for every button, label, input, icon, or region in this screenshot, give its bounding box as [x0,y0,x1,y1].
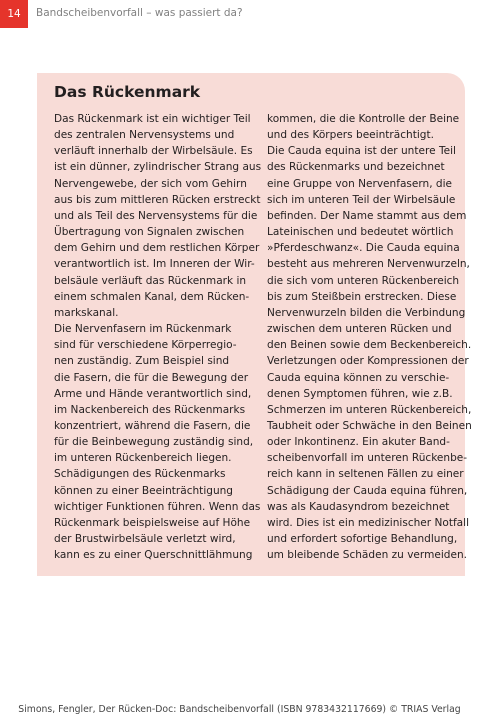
text-line: den Beinen sowie dem Beckenbereich. [267,339,472,352]
text-line: konzentriert, während die Fasern, die [54,419,251,432]
text-line: verantwortlich ist. Im Inneren der Wir- [54,258,255,271]
text-line: des zentralen Nervensystems und [54,129,235,142]
text-line: sich im unteren Teil der Wirbelsäule [267,193,456,206]
text-line: Das Rückenmark ist ein wichtiger Teil [54,113,251,125]
text-line: befinden. Der Name stammt aus dem [267,209,467,222]
text-line: um bleibende Schäden zu vermeiden. [267,549,467,562]
text-line: wichtiger Funktionen führen. Wenn das [54,500,261,513]
text-line: und des Körpers beeinträchtigt. [267,129,434,142]
text-line: und als Teil des Nervensystems für die [54,209,258,222]
text-line: denen Symptomen führen, wie z.B. [267,387,453,400]
text-line: kommen, die die Kontrolle der Beine [267,113,460,125]
text-line: einem schmalen Kanal, dem Rücken- [54,290,250,303]
text-line: bis zum Steißbein erstrecken. Diese [267,290,457,303]
text-line: nen zuständig. Zum Beispiel sind [54,355,230,368]
text-line: besteht aus mehreren Nervenwurzeln, [267,258,470,271]
text-line: Cauda equina können zu verschie- [267,371,450,384]
text-line: die sich vom unteren Rückenbereich [267,274,460,287]
text-line: ist ein dünner, zylindrischer Strang aus [54,161,262,174]
page-number-badge [0,0,28,28]
text-line: des Rückenmarks und bezeichnet [267,161,445,174]
text-line: oder Inkontinenz. Ein akuter Band- [267,436,450,449]
text-line: im unteren Rückenbereich liegen. [54,452,232,465]
text-line: was als Kaudasyndrom bezeichnet [267,500,450,513]
text-line: Nervengewebe, der sich vom Gehirn [54,177,247,190]
text-line: belsäule verläuft das Rückenmark in [54,274,247,287]
text-line: Lateinischen und bedeutet wörtlich [267,226,454,239]
text-line: für die Beinbewegung zuständig sind, [54,436,254,449]
right-column [267,111,472,563]
footer-citation: Simons, Fengler, Der Rücken-Doc: Bandscheibenvorfall (ISBN 9783432117669) © TRIAS Verlag [18,704,461,715]
text-line: Die Cauda equina ist der untere Teil [267,145,456,158]
text-line: verläuft innerhalb der Wirbelsäule. Es [54,145,253,158]
text-line: sind für verschiedene Körperregio- [54,339,237,352]
page-number: 14 [7,8,21,20]
text-line: Verletzungen oder Kompressionen der [267,355,469,368]
text-line: Schädigungen des Rückenmarks [54,468,226,481]
text-line: zwischen dem unteren Rücken und [267,323,452,336]
text-line: kann es zu einer Querschnittlähmung [54,549,253,562]
text-line: Übertragung von Signalen zwischen [54,226,245,239]
text-line: Nervenwurzeln bilden die Verbindung [267,306,466,319]
text-line: der Brustwirbelsäule verletzt wird, [54,533,236,546]
box-title: Das Rückenmark [54,83,201,101]
text-line: scheibenvorfall im unteren Rückenbe- [267,452,468,465]
text-line: Taubheit oder Schwäche in den Beinen [267,419,472,432]
text-line: Arme und Hände verantwortlich sind, [54,387,252,400]
text-line: Schmerzen im unteren Rückenbereich, [267,403,472,416]
text-line: »Pferdeschwanz«. Die Cauda equina [267,242,460,255]
text-line: eine Gruppe von Nervenfasern, die [267,177,453,190]
text-line: wird. Dies ist ein medizinischer Notfall [267,516,470,529]
text-line: und erfordert sofortige Behandlung, [267,533,458,546]
text-line: Die Nervenfasern im Rückenmark [54,323,232,336]
text-line: Schädigung der Cauda equina führen, [267,484,468,497]
text-line: aus bis zum mittleren Rücken erstreckt [54,193,261,206]
text-line: markskanal. [54,306,119,319]
running-header: Bandscheibenvorfall – was passiert da? [36,7,243,19]
text-line: Rückenmark beispielsweise auf Höhe [54,516,251,529]
left-column [54,111,262,563]
text-line: können zu einer Beeinträchtigung [54,484,234,497]
info-box [37,73,472,576]
text-line: dem Gehirn und dem restlichen Körper [54,242,260,255]
text-line: im Nackenbereich des Rückenmarks [54,403,246,416]
text-line: die Fasern, die für die Bewegung der [54,371,249,384]
text-line: reich kann in seltenen Fällen zu einer [267,468,464,481]
